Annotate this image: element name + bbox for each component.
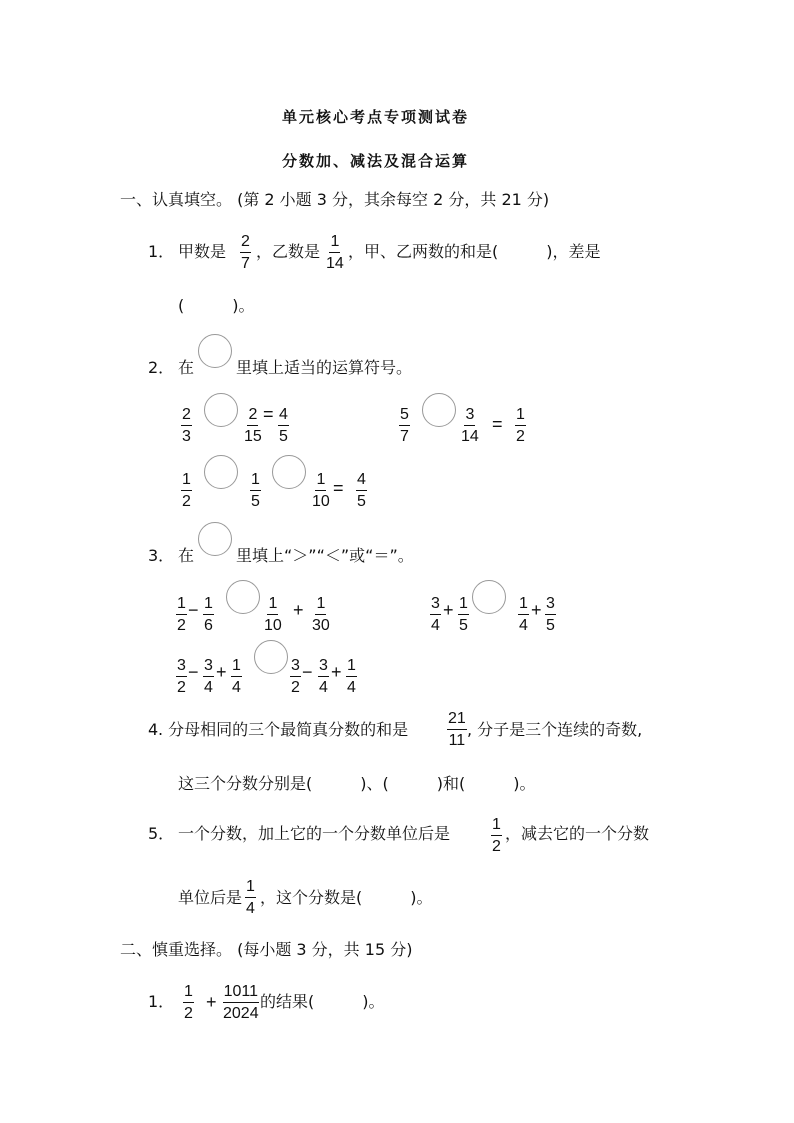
answer-circle[interactable] bbox=[472, 580, 506, 614]
q4-text-1: . 分母相同的三个最简真分数的和是 bbox=[158, 720, 409, 739]
fraction: $\frac{1}{14}$ bbox=[326, 233, 344, 272]
example-circle-icon bbox=[198, 522, 232, 556]
operator: = bbox=[492, 414, 503, 434]
fraction: $\frac{4}{5}$ bbox=[357, 471, 366, 510]
fraction: $\frac{1}{4}$ bbox=[232, 657, 241, 696]
fraction: $\frac{5}{7}$ bbox=[400, 406, 409, 445]
q1-text-2: ，乙数是 bbox=[256, 242, 321, 261]
fraction: $\frac{1}{5}$ bbox=[459, 595, 468, 634]
fraction: $\frac{2}{3}$ bbox=[182, 406, 191, 445]
operator: − bbox=[302, 662, 313, 682]
page-subtitle: 分数加、减法及混合运算 bbox=[282, 152, 470, 170]
fraction: $\frac{1}{5}$ bbox=[251, 471, 260, 510]
q2-text-2: 里填上适当的运算符号。 bbox=[236, 358, 413, 377]
fraction: $\frac{1}{10}$ bbox=[264, 595, 282, 634]
fraction: $\frac{3}{4}$ bbox=[204, 657, 213, 696]
fraction: $\frac{1}{30}$ bbox=[312, 595, 330, 634]
example-circle-icon bbox=[198, 334, 232, 368]
answer-circle[interactable] bbox=[204, 455, 238, 489]
fraction: $\frac{3}{14}$ bbox=[461, 406, 479, 445]
fraction: $\frac{1}{2}$ bbox=[182, 471, 191, 510]
fraction: $\frac{3}{5}$ bbox=[546, 595, 555, 634]
section1-heading: 一、认真填空。 (第 2 小题 3 分，其余每空 2 分，共 21 分) bbox=[120, 190, 550, 209]
fraction: $\frac{2}{7}$ bbox=[241, 233, 250, 272]
fraction: $\frac{1}{2}$ bbox=[184, 983, 193, 1022]
fraction: $\frac{21}{11}$ bbox=[448, 710, 466, 749]
q1-text-1: 甲数是 bbox=[178, 242, 227, 261]
fraction: $\frac{2}{15}$ bbox=[244, 406, 262, 445]
operator: + bbox=[216, 662, 227, 682]
operator: = bbox=[263, 404, 274, 424]
fraction: $\frac{1}{2}$ bbox=[177, 595, 186, 634]
answer-circle[interactable] bbox=[422, 393, 456, 427]
q1-text-3: ，甲、乙两数的和是( )，差是 bbox=[348, 242, 601, 261]
s2-q1-number: 1． bbox=[148, 992, 175, 1011]
q5-text-2: ，减去它的一个分数 bbox=[505, 824, 650, 843]
operator: − bbox=[188, 662, 199, 682]
fraction: $\frac{1}{4}$ bbox=[347, 657, 356, 696]
fraction: $\frac{3}{2}$ bbox=[177, 657, 186, 696]
operator: = bbox=[333, 478, 344, 498]
answer-circle[interactable] bbox=[254, 640, 288, 674]
q1-number: 1． bbox=[148, 242, 175, 261]
fraction: $\frac{3}{4}$ bbox=[431, 595, 440, 634]
q3-text-1: 在 bbox=[178, 546, 195, 565]
s2-q1-text[interactable]: 的结果( )。 bbox=[260, 992, 385, 1011]
fraction: $\frac{1}{2}$ bbox=[492, 816, 501, 855]
operator: + bbox=[293, 600, 304, 620]
q2-text-1: 在 bbox=[178, 358, 195, 377]
page-title: 单元核心考点专项测试卷 bbox=[282, 108, 470, 126]
fraction: $\frac{4}{5}$ bbox=[279, 406, 288, 445]
q4-text-2: , 分子是三个连续的奇数, bbox=[467, 720, 643, 739]
q5-text-1: 一个分数，加上它的一个分数单位后是 bbox=[178, 824, 451, 843]
q4-answer-blanks[interactable]: 这三个分数分别是( )、( )和( )。 bbox=[178, 774, 536, 793]
q5-text-4[interactable]: ，这个分数是( )。 bbox=[260, 888, 433, 907]
q2-number: 2． bbox=[148, 358, 175, 377]
q4-number: 4 bbox=[148, 720, 159, 739]
fraction: $\frac{1}{6}$ bbox=[204, 595, 213, 634]
fraction: $\frac{1}{10}$ bbox=[312, 471, 330, 510]
fraction: $\frac{3}{4}$ bbox=[319, 657, 328, 696]
operator: + bbox=[443, 600, 454, 620]
answer-circle[interactable] bbox=[204, 393, 238, 427]
q3-number: 3． bbox=[148, 546, 175, 565]
q3-text-2: 里填上“＞”“＜”或“＝”。 bbox=[236, 546, 414, 565]
q5-text-3: 单位后是 bbox=[178, 888, 243, 907]
fraction: $\frac{1}{2}$ bbox=[516, 406, 525, 445]
fraction: $\frac{1}{4}$ bbox=[246, 878, 255, 917]
fraction: $\frac{3}{2}$ bbox=[291, 657, 300, 696]
answer-circle[interactable] bbox=[226, 580, 260, 614]
q1-answer-blank[interactable]: ( )。 bbox=[178, 296, 255, 315]
section2-heading: 二、慎重选择。 (每小题 3 分，共 15 分) bbox=[120, 940, 413, 959]
operator: + bbox=[531, 600, 542, 620]
operator: + bbox=[331, 662, 342, 682]
operator: + bbox=[206, 992, 217, 1012]
q5-number: 5． bbox=[148, 824, 175, 843]
answer-circle[interactable] bbox=[272, 455, 306, 489]
fraction: $\frac{1011}{2024}$ bbox=[223, 983, 259, 1022]
fraction: $\frac{1}{4}$ bbox=[519, 595, 528, 634]
operator: − bbox=[188, 600, 199, 620]
